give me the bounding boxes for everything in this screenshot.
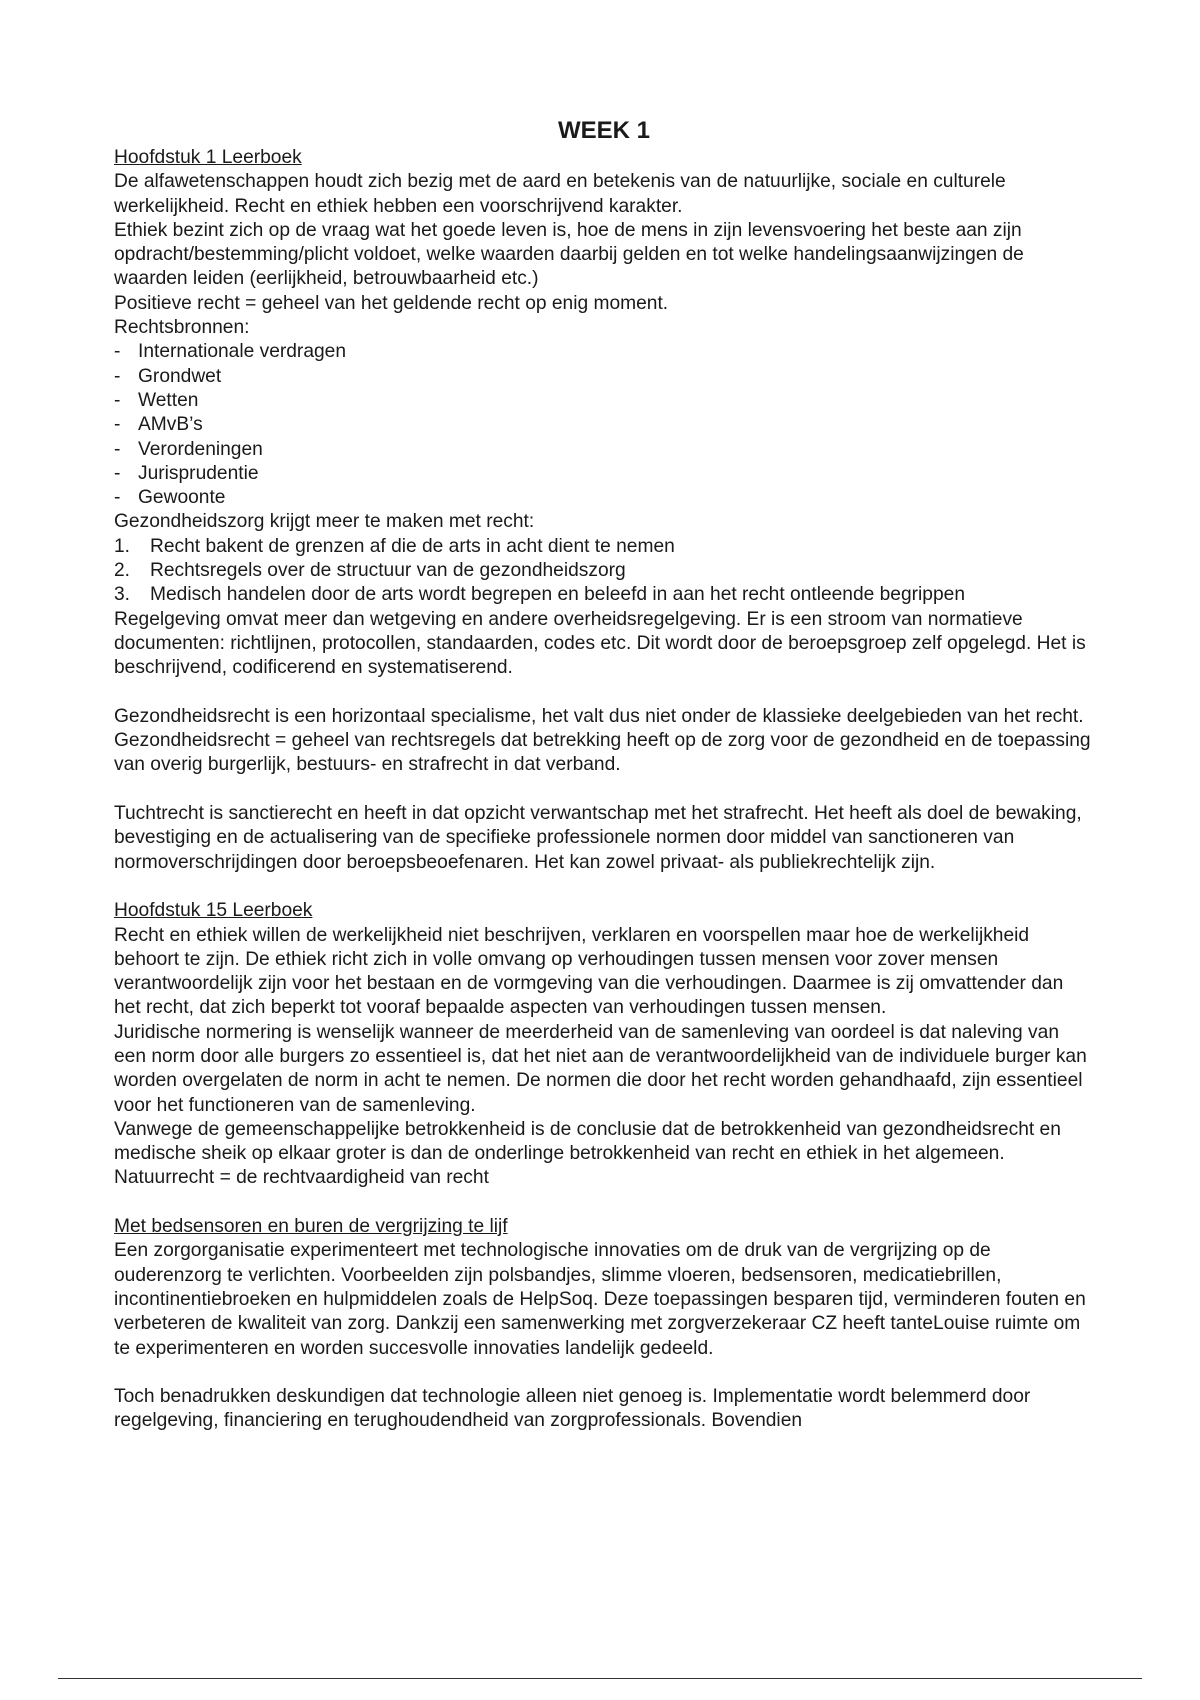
list-text: Recht bakent de grenzen af die de arts in acht dient te nemen [150, 535, 675, 557]
spacer [114, 875, 1094, 899]
footer-divider [58, 1678, 1142, 1679]
paragraph: Natuurrecht = de rechtvaardigheid van recht [114, 1167, 489, 1189]
paragraph: Gezondheidsrecht = geheel van rechtsregels dat betrekking heeft op de zorg voor de gezondheid en de toepassing van overig burgerlijk, bestuurs- en strafrecht in dat verband. [114, 730, 1091, 776]
paragraph: Gezondheidsrecht is een horizontaal specialisme, het valt dus niet onder de klassieke deelgebieden van het recht. [114, 705, 1084, 727]
list-item: - Jurisprudentie [114, 462, 1094, 486]
document-body [114, 116, 1094, 1434]
section-heading-bedsensoren: Met bedsensoren en buren de vergrijzing te lijf [114, 1216, 508, 1238]
spacer [114, 1361, 1094, 1385]
paragraph: Rechtsbronnen: [114, 317, 250, 339]
spacer [114, 1191, 1094, 1215]
spacer [114, 778, 1094, 802]
list-item [114, 583, 1094, 607]
list-item: - Wetten [114, 389, 1094, 413]
paragraph: Recht en ethiek willen de werkelijkheid niet beschrijven, verklaren en voorspellen maar hoe de werkelijkheid behoort te zijn. De ethiek richt zich in volle omvang op verhoudingen tussen mensen voor zover mensen verantwoordelijk zijn voor het bestaan en de vormgeving van die verhoudingen. Daarmee is zij omvattender dan het recht, dat zich beperkt tot vooraf bepaalde aspecten van verhoudingen tussen mensen. [114, 924, 1064, 1019]
paragraph: Vanwege de gemeenschappelijke betrokkenheid is de conclusie dat de betrokkenheid van gezondheidsrecht en medische sheik op elkaar groter is dan de onderlinge betrokkenheid van recht en ethiek in het algemeen. [114, 1118, 1061, 1165]
list-number: 1. [114, 535, 131, 557]
list-item: - AMvB’s [114, 413, 1094, 437]
list-text: Rechtsregels over de structuur van de gezondheidszorg [150, 560, 626, 582]
list-item [114, 535, 1094, 559]
paragraph: Tuchtrecht is sanctierecht en heeft in dat opzicht verwantschap met het strafrecht. Het heeft als doel de bewaking, bevestiging en de actualisering van de specifieke professionele normen door middel van sanctioneren van normoverschrijdingen door beroepsbeoefenaren. Het kan zowel privaat- als publiekrechtelijk zijn. [114, 803, 1082, 873]
list-item [114, 559, 1094, 583]
sources-list [114, 340, 1094, 510]
paragraph: Regelgeving omvat meer dan wetgeving en andere overheidsregelgeving. Er is een stroom van normatieve documenten: richtlijnen, protocollen, standaarden, codes etc. Dit wordt door de beroepsgroep zelf opgelegd. Het is beschrijvend, codificerend en systematiserend. [114, 608, 1086, 679]
spacer [114, 681, 1094, 705]
list-item: - Internationale verdragen [114, 340, 1094, 364]
paragraph: Toch benadrukken deskundigen dat technologie alleen niet genoeg is. Implementatie wordt belemmerd door regelgeving, financiering en terughoudendheid van zorgprofessionals. Bovendien [114, 1386, 1031, 1432]
list-number: 2. [114, 560, 131, 582]
paragraph: Positieve recht = geheel van het geldende recht op enig moment. [114, 292, 669, 314]
list-item: - Verordeningen [114, 438, 1094, 462]
list-text: Medisch handelen door de arts wordt begrepen en beleefd in aan het recht ontleende begrippen [150, 584, 965, 606]
list-item: - Gewoonte [114, 486, 1094, 510]
paragraph: Juridische normering is wenselijk wanneer de meerderheid van de samenleving van oordeel is dat naleving van een norm door alle burgers zo essentieel is, dat het niet aan de verantwoordelijkheid van de individuele burger kan worden overgelaten de norm in acht te nemen. De normen die door het recht worden gehandhaafd, zijn essentieel voor het functioneren van de samenleving. [114, 1021, 1087, 1116]
paragraph: De alfawetenschappen houdt zich bezig met de aard en betekenis van de natuurlijke, sociale en culturele werkelijkheid. Recht en ethiek hebben een voorschrijvend karakter. [114, 171, 1006, 217]
page-title: WEEK 1 [557, 117, 650, 144]
list-number: 3. [114, 584, 131, 606]
section-heading-hoofdstuk-1: Hoofdstuk 1 Leerboek [114, 147, 302, 168]
numbered-list [114, 535, 1094, 608]
paragraph: Een zorgorganisatie experimenteert met technologische innovaties om de druk van de vergrijzing op de ouderenzorg te verlichten. Voorbeelden zijn polsbandjes, slimme vloeren, bedsensoren, medicatiebrillen, incontinentiebroeken en hulpmiddelen zoals de HelpSoq. Deze toepassingen besparen tijd, verminderen fouten en verbeteren de kwaliteit van zorg. Dankzij een samenwerking met zorgverzekeraar CZ heeft tanteLouise ruimte om te experimenteren en worden succesvolle innovaties landelijk gedeeld. [114, 1240, 1086, 1359]
list-item: - Grondwet [114, 365, 1094, 389]
section-heading-hoofdstuk-15: Hoofdstuk 15 Leerboek [114, 900, 313, 922]
paragraph: Ethiek bezint zich op de vraag wat het goede leven is, hoe de mens in zijn levensvoering het beste aan zijn opdracht/bestemming/plicht voldoet, welke waarden daarbij gelden en tot welke handelingsaanwijzingen de waarden leiden (eerlijkheid, betrouwbaarheid etc.) [114, 219, 1024, 290]
paragraph: Gezondheidszorg krijgt meer te maken met recht: [114, 511, 535, 533]
